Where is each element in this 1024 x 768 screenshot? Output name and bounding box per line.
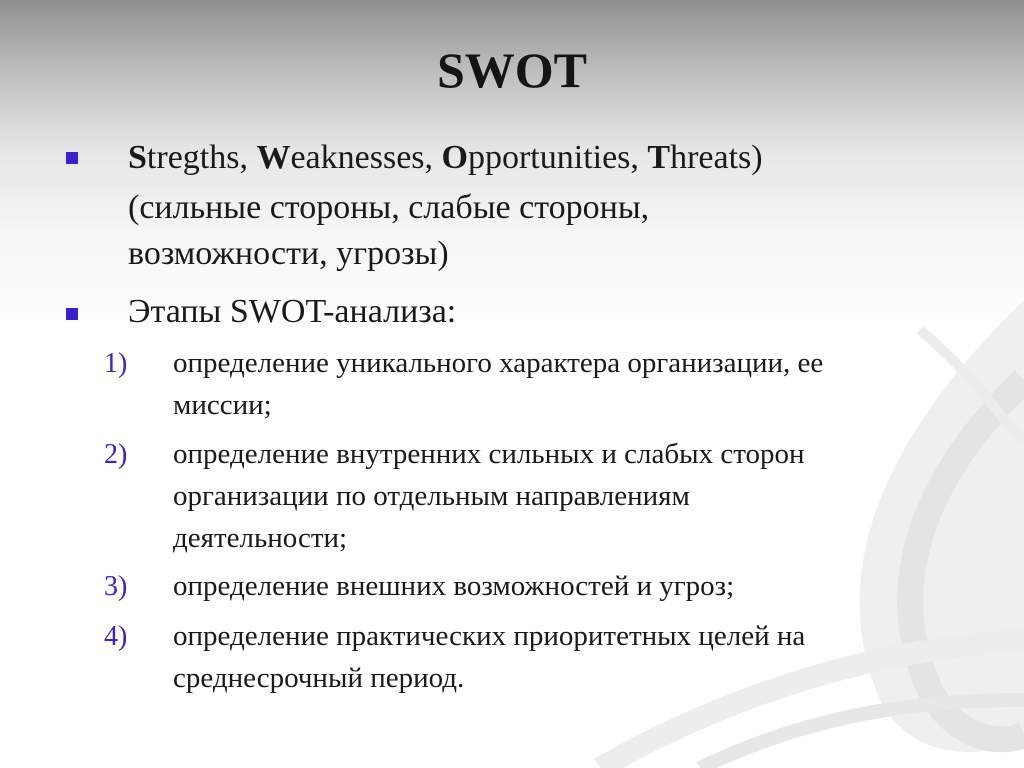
bullet-1-line-2: (сильные стороны, слабые стороны,: [128, 189, 650, 226]
segment-text: hreats): [670, 139, 763, 176]
bold-letter-o: O: [441, 139, 468, 176]
segment-text: eaknesses,: [290, 139, 442, 176]
bullet-2-text: Этапы SWOT-анализа:: [128, 293, 457, 330]
bullet-1-line-1: [128, 136, 948, 179]
segment-text: tregths,: [146, 139, 257, 176]
step-number-2: 2): [104, 439, 128, 470]
bullet-marker-1: [66, 152, 78, 164]
bold-letter-t: T: [647, 139, 671, 176]
segment-text: pportunities,: [467, 139, 648, 176]
bullet-marker-2: [66, 308, 78, 320]
slide-title: SWOT: [436, 42, 588, 98]
step-1-line-2: миссии;: [173, 389, 272, 421]
step-3-line-1: определение внешних возможностей и угроз;: [173, 570, 735, 602]
bullet-1-line-3: возможности, угрозы): [128, 235, 449, 272]
step-2-line-2: организации по отдельным направлениям: [173, 480, 690, 512]
step-number-1: 1): [104, 348, 128, 379]
step-1-line-1: определение уникального характера организации, ее: [173, 347, 824, 379]
step-4-line-1: определение практических приоритетных целей на: [173, 620, 806, 652]
step-number-3: 3): [104, 571, 128, 602]
step-2-line-3: деятельности;: [173, 522, 348, 554]
step-4-line-2: среднесрочный период.: [173, 662, 465, 694]
step-2-line-1: определение внутренних сильных и слабых сторон: [173, 438, 805, 470]
bold-letter-w: W: [256, 139, 291, 176]
step-number-4: 4): [104, 621, 128, 652]
bold-letter-s: S: [128, 139, 147, 176]
